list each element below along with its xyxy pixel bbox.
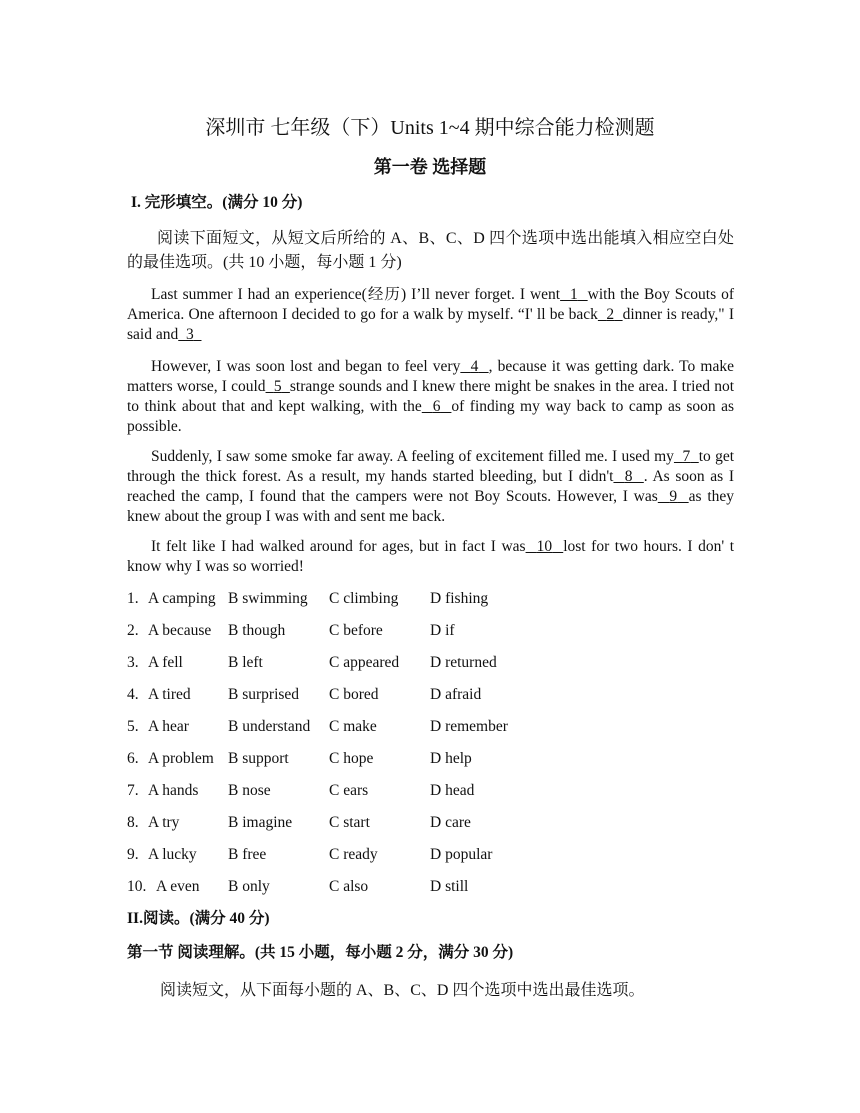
question-number: 4. [127, 686, 139, 703]
option-choice: D fishing [430, 590, 489, 607]
question-number: 9. [127, 846, 139, 863]
option-choice: B surprised [228, 686, 300, 703]
passage-text: dinner is ready," I said and [127, 306, 735, 343]
option-choice: A hear [148, 718, 189, 735]
option-choice: D afraid [430, 686, 482, 703]
blank-9: 9 [669, 488, 678, 505]
page-title: 深圳市 七年级（下）Units 1~4 期中综合能力检测题 [205, 117, 655, 139]
option-choice: A tired [148, 686, 191, 703]
blank-3: 3 [185, 326, 194, 343]
question-number: 10. [127, 878, 147, 895]
passage-paragraph-3 [127, 447, 734, 527]
option-choice: B swimming [228, 590, 308, 607]
option-choice: C climbing [329, 590, 399, 607]
passage-text: Suddenly, I saw some smoke far away. A feeling of excitement filled me. I used my [151, 448, 674, 465]
passage-text: Last summer I had an experience(经历) I’ll never forget. I went [151, 286, 561, 303]
option-choice: C ready [329, 846, 378, 863]
question-number: 3. [127, 654, 139, 671]
passage-text: It felt like I had walked around for ages, but in fact I was [151, 538, 526, 555]
section-heading-cloze: I. 完形填空。(满分 10 分) [131, 194, 303, 211]
passage-text: strange sounds and I knew there might be snakes in the area. I tried not to think about that and kept walking, with the [127, 378, 734, 415]
option-choice: A fell [148, 654, 183, 671]
option-choice: D help [430, 750, 472, 767]
option-choice: B though [228, 622, 286, 639]
passage-text: , because it was getting dark. To make matters worse, I could [127, 358, 734, 395]
blank-4: 4 [470, 358, 479, 375]
reading-sub-heading: 第一节 阅读理解。(共 15 小题，每小题 2 分，满分 30 分) [127, 944, 514, 961]
option-choice: D head [430, 782, 475, 799]
blank-6: 6 [432, 398, 441, 415]
option-choice: C hope [329, 750, 374, 767]
passage-text: to get through the thick forest. As a result, my hands started bleeding, but I didn't [127, 448, 735, 485]
blank-5: 5 [273, 378, 282, 395]
option-choice: D popular [430, 846, 493, 863]
page-subtitle: 第一卷 选择题 [373, 157, 487, 177]
blank-1: 1 [570, 286, 578, 303]
option-choice: C ears [329, 782, 369, 799]
option-choice: B only [228, 878, 270, 895]
passage-text: of finding my way back to camp as soon as possible. [127, 398, 734, 435]
option-choice: A problem [148, 750, 214, 767]
option-choice: B understand [228, 718, 311, 735]
passage-text: with the Boy Scouts of America. One afternoon I decided to go for a walk by myself. “I' ll be back [127, 286, 734, 323]
option-choice: D returned [430, 654, 497, 671]
option-choice: D still [430, 878, 469, 895]
option-choice: B nose [228, 782, 271, 799]
question-number: 8. [127, 814, 139, 831]
option-choice: B free [228, 846, 267, 863]
option-choice: A even [156, 878, 200, 895]
option-choice: C also [329, 878, 369, 895]
section-heading-reading: II.阅读。(满分 40 分) [127, 910, 270, 927]
blank-7: 7 [682, 448, 691, 465]
option-choice: C before [329, 622, 383, 639]
passage-paragraph-1 [127, 285, 734, 345]
option-choice: A lucky [148, 846, 197, 863]
cloze-instruction: 阅读下面短文，从短文后所给的 A、B、C、D 四个选项中选出能填入相应空白处的最佳选项。(共 10 小题，每小题 1 分) [127, 230, 734, 271]
passage-text: However, I was soon lost and began to feel very [151, 358, 461, 375]
option-choice: C start [329, 814, 370, 831]
passage-paragraph-4 [127, 537, 734, 577]
blank-2: 2 [606, 306, 615, 323]
option-choice: B left [228, 654, 263, 671]
passage-text: lost for two hours. I don' t know why I was so worried! [127, 538, 734, 575]
passage-text: as they knew about the group I was with and sent me back. [127, 488, 735, 525]
option-choice: A try [148, 814, 180, 831]
question-number: 1. [127, 590, 139, 607]
question-number: 7. [127, 782, 139, 799]
reading-instruction: 阅读短文，从下面每小题的 A、B、C、D 四个选项中选出最佳选项。 [160, 982, 645, 999]
blank-10: 10 [536, 538, 553, 555]
question-number: 6. [127, 750, 139, 767]
option-choice: C bored [329, 686, 379, 703]
option-choice: B support [228, 750, 289, 767]
option-choice: D remember [430, 718, 508, 735]
option-choice: D care [430, 814, 471, 831]
question-number: 2. [127, 622, 139, 639]
option-choice: A camping [148, 590, 216, 607]
option-choice: B imagine [228, 814, 293, 831]
option-choice: A because [148, 622, 212, 639]
question-number: 5. [127, 718, 139, 735]
passage-text: . As soon as I reached the camp, I found that the campers were not Boy Scouts. However, I was [127, 468, 734, 505]
option-choice: D if [430, 622, 455, 639]
passage-paragraph-2 [127, 357, 734, 437]
option-choice: A hands [148, 782, 199, 799]
option-choice: C make [329, 718, 377, 735]
option-choice: C appeared [329, 654, 400, 671]
blank-8: 8 [624, 468, 633, 485]
